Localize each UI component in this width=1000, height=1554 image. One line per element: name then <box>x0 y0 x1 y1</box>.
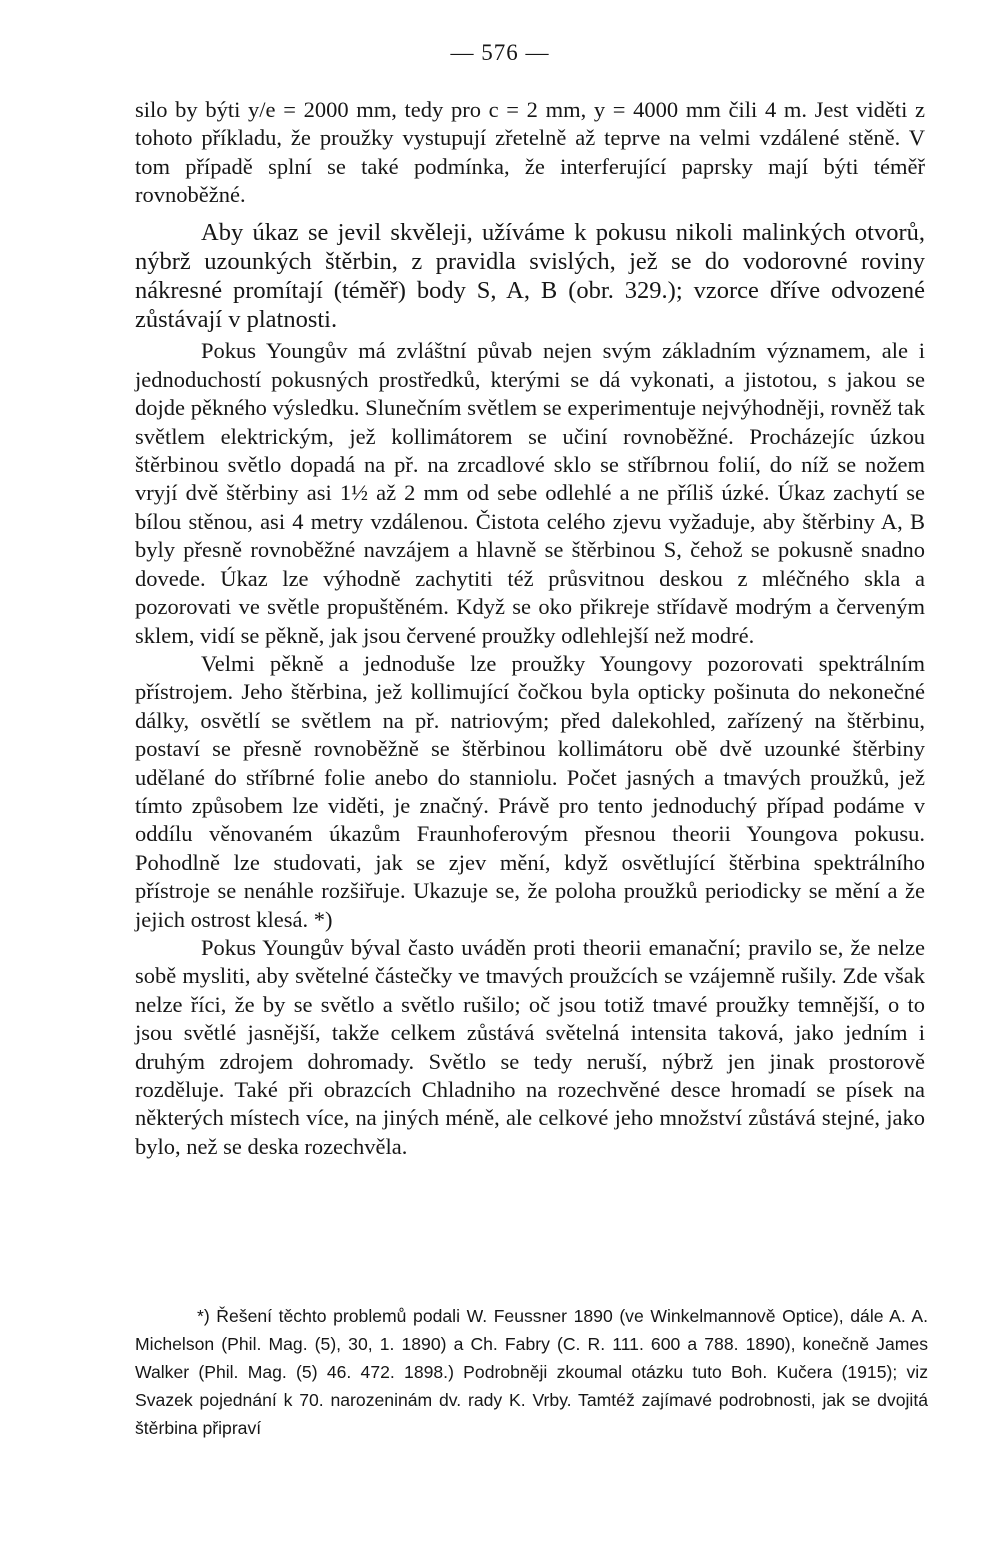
paragraph-4: Velmi pěkně a jednoduše lze proužky Youngovy pozorovati spektrálním přístrojem. Jeho štěrbina, jež kollimující čočkou byla opticky pošinuta do nekonečné dálky, osvětlí se světlem na př. natriovým; před dalekohled, zařízený na štěrbinu, postaví se přesně rovnoběžně se štěrbinou kollimátoru obě dvě uzounké štěrbiny udělané do stříbrné folie anebo do stanniolu. Počet jasných a tmavých proužků, jež tímto způsobem lze viděti, je značný. Právě pro tento jednoduchý případ podáme v oddílu věnovaném úkazům Fraunhoferovým přesnou theorii Youngova pokusu. Pohodlně lze studovati, jak se zjev mění, když osvětlující štěrbina spektrálního přístroje se nenáhle rozšiřuje. Ukazuje se, že poloha proužků periodicky se mění a že jejich ostrost klesá. *) <box>135 650 925 932</box>
paragraph-5: Pokus Youngův býval často uváděn proti theorii emanační; pravilo se, že nelze sobě mysliti, aby světelné částečky ve tmavých proužcích se vzájemně rušily. Zde však nelze říci, že by se světlo a světlo rušilo; oč jsou totiž tmavé proužky temnější, o to jsou světlé jasnější, takže celkem zůstává světelná intensita taková, jako jedním i druhým zdrojem dohromady. Světlo se tedy neruší, nýbrž jen jinak prostorově rozděluje. Také při obrazcích Chladniho na rozechvěné desce hromadí se písek na některých místech více, na jiných méně, ale celkové jeho množství zůstává stejné, jako bylo, než se deska rozechvěla. <box>135 934 925 1159</box>
paragraph-2: Aby úkaz se jevil skvěleji, užíváme k pokusu nikoli malinkých otvorů, nýbrž uzounkých štěrbin, z pravidla svislých, jež se do vodorovné roviny nákresné promítají (téměř) body S, A, B (obr. 329.); vzorce dříve odvozené zůstávají v platnosti. <box>135 218 925 334</box>
paragraph-1: silo by býti y/e = 2000 mm, tedy pro c = 2 mm, y = 4000 mm čili 4 m. Jest viděti z tohoto příkladu, že proužky vystupují zřetelně až teprve na velmi vzdálené stěně. V tom případě splní se také podmínka, že interferující paprsky mají býti téměř rovnoběžné. <box>135 97 925 208</box>
footnote: *) Řešení těchto problemů podali W. Feussner 1890 (ve Winkelmannově Optice), dále A. A. Michelson (Phil. Mag. (5), 30, 1. 1890) a Ch. Fabry (C. R. 111. 600 a 788. 1890), konečně James Walker (Phil. Mag. (5) 46. 472. 1898.) Podrobněji zkoumal otázku tuto Boh. Kučera (1915); viz Svazek pojednání k 70. narozeninám dv. rady K. Vrby. Tamtéž zajímavé podrobnosti, jak se dvojitá štěrbina připraví <box>135 1306 928 1438</box>
footnotes <box>135 1302 928 1442</box>
paragraph-3: Pokus Youngův má zvláštní půvab nejen svým základním významem, ale i jednoduchostí pokusných prostředků, kterými se dá vykonati, a jistotou, s jakou se dojde pěkného výsledku. Slunečním světlem se experimentuje nejvýhodněji, rovněž tak světlem elektrickým, jež kollimátorem se učiní rovnoběžné. Procházejíc úzkou štěrbinou světlo dopadá na př. na zrcadlové sklo se stříbrnou folií, do níž se nožem vryjí dvě štěrbiny asi 1½ až 2 mm od sebe odlehlé a ne příliš úzké. Úkaz zachytí se bílou stěnou, asi 4 metry vzdálenou. Čistota celého zjevu vyžaduje, aby štěrbiny A, B byly přesně rovnoběžné navzájem a hlavně se štěrbinou S, čehož se pokusně snadno dovede. Úkaz lze výhodně zachytiti též průsvitnou deskou z mléčného skla a pozorovati ve světle propuštěném. Když se oko přikreje střídavě modrým a červeným sklem, vidí se pěkně, jak jsou červené proužky odlehlejší než modré. <box>135 338 925 648</box>
page-number: — 576 — <box>450 40 550 65</box>
main-text <box>135 96 925 1161</box>
